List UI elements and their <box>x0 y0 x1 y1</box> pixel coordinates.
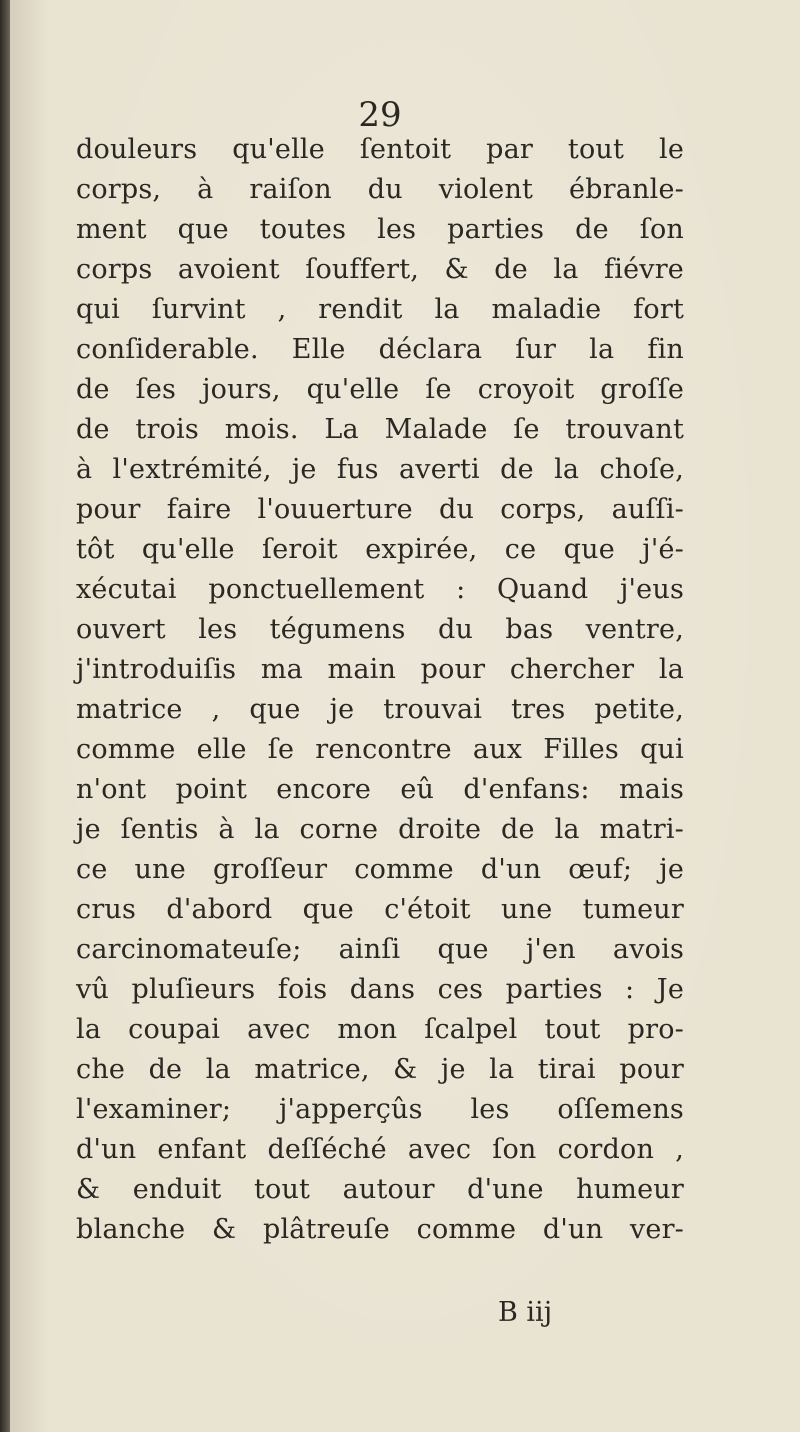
text-line: blanche & plâtreuſe comme d'un ver- <box>76 1214 684 1245</box>
text-line: vû pluſieurs fois dans ces parties : Je <box>76 974 684 1005</box>
text-line: conſiderable. Elle déclara ſur la fin <box>76 334 684 365</box>
text-line: de trois mois. La Malade ſe trouvant <box>76 414 684 445</box>
text-line: la coupai avec mon ſcalpel tout pro- <box>76 1014 684 1045</box>
text-line: ment que toutes les parties de ſon <box>76 214 684 245</box>
text-line: comme elle ſe rencontre aux Filles qui <box>76 734 684 765</box>
text-line: de ſes jours, qu'elle ſe croyoit groſſe <box>76 374 684 405</box>
text-line: matrice , que je trouvai tres petite, <box>76 694 684 725</box>
signature-mark: B iij <box>498 1297 553 1328</box>
text-line: l'examiner; j'apperçûs les oſſemens <box>76 1094 684 1125</box>
text-line: & enduit tout autour d'une humeur <box>76 1174 684 1205</box>
text-line: corps avoient ſouffert, & de la fiévre <box>76 254 684 285</box>
text-line: à l'extrémité, je fus averti de la choſe, <box>76 454 684 485</box>
body-text <box>76 130 684 1250</box>
text-line: je ſentis à la corne droite de la matri- <box>76 814 684 845</box>
text-line: carcinomateuſe; ainſi que j'en avois <box>76 934 684 965</box>
text-line: douleurs qu'elle ſentoit par tout le <box>76 134 684 165</box>
book-page <box>10 0 800 1432</box>
text-line: n'ont point encore eû d'enfans: mais <box>76 774 684 805</box>
text-line: ce une groſſeur comme d'un œuf; je <box>76 854 684 885</box>
text-line: crus d'abord que c'étoit une tumeur <box>76 894 684 925</box>
text-line: qui ſurvint , rendit la maladie fort <box>76 294 684 325</box>
book-gutter <box>0 0 10 1432</box>
page-number: 29 <box>358 95 402 135</box>
text-line: d'un enfant deſſéché avec ſon cordon , <box>76 1134 684 1165</box>
text-line: j'introduiſis ma main pour chercher la <box>76 654 684 685</box>
text-line: tôt qu'elle ſeroit expirée, ce que j'é- <box>76 534 684 565</box>
text-line: pour faire l'ouuerture du corps, auſſi- <box>76 494 684 525</box>
text-line: ouvert les tégumens du bas ventre, <box>76 614 684 645</box>
text-line: che de la matrice, & je la tirai pour <box>76 1054 684 1085</box>
text-line: xécutai ponctuellement : Quand j'eus <box>76 574 684 605</box>
text-line: corps, à raiſon du violent ébranle- <box>76 174 684 205</box>
